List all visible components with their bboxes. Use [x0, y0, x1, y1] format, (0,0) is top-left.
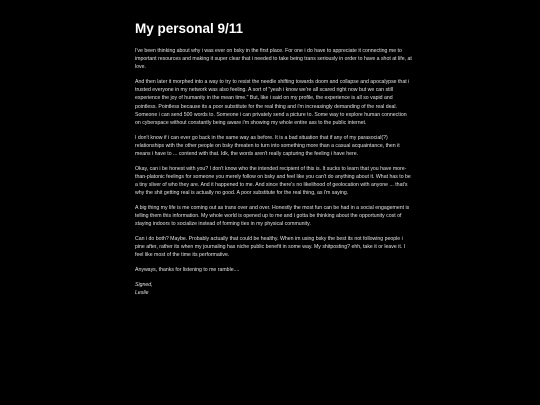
paragraph-5: A big thing my life is me coming out as trans over and over. Honestly the most fun can be had in a social engagement is telling them this information. My whole world is opened up to me and i gotta be thinking about the opportunity cost of staying indoors to socialize instead of forming ties in my physical community.	[135, 204, 410, 228]
paragraph-2: And then later it morphed into a way to try to resist the needle shifting towards doom and collapse and apocalypse that i trusted everyone in my network was also feeling. A sort of "yeah i know we're all scared right now but we can still experience the joy of humanity in the mean time." But, like i said on my profile, the experience is all so vapid and pointless. Pointless because its a poor substitute for the real thing and i'm increasingly demanding of the real deal. Someone i can send 500 words to. Someone i can privately send a picture to. Some way to explore human connection on cyberspace without constantly being aware i'm showing my whole entire ass to the public internet.	[135, 79, 410, 126]
signature-line-name: Leslie	[135, 289, 149, 296]
paragraph-1: I've been thinking about why i was ever on bsky in the first place. For one i do have to appreciate it connecting me to important resources and making it super clear that i needed to take being trans seriously in order to have a shot at life, at love.	[135, 48, 412, 71]
paragraph-7: Anyways, thanks for listening to me ramble....	[135, 267, 240, 273]
paragraph-6: Can i do both? Maybe. Probably actually that could be healthy. When im using bsky the best its not following people i pine after, rather its when my journaling has niche public benefit in some way. My shitposting? ehh, take it or leave it. I feel like most of the time its performative.	[135, 235, 406, 259]
post-container	[135, 20, 413, 297]
paragraph-3: I don't know if i can ever go back in the same way as before. It is a bad situation that if any of my parasocial(?) relationships with the other people on bsky threaten to turn into something more than a casual acquaintance, then it means i have to ... contend with that. Idk, the words aren't really capturing the feeling i have here.	[135, 134, 400, 157]
signature-line-signed: Signed,	[135, 281, 153, 288]
signature	[135, 281, 413, 297]
post-title: My personal 9/11	[135, 21, 244, 36]
paragraph-4: Okay, can i be honest with you? I don't know who the intended recipient of this is. It sucks to learn that you have more-than-platonic feelings for someone you merely follow on bsky and feel like you can't do anything about it. What has to be a tiny sliver of who they are. And it happened to me. And since there's no likelihood of geolocation with anyone ... that's why the shit getting real is actually no good. A poor substitute for the real thing, as i'm saying.	[135, 165, 411, 197]
